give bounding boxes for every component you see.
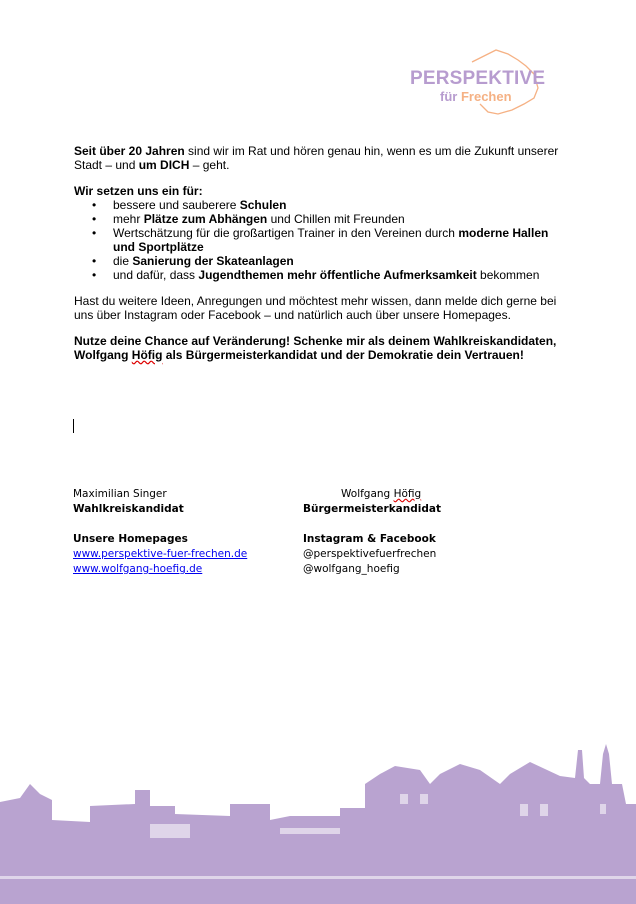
logo-frechen: Frechen: [460, 89, 512, 104]
list-item: • die Sanierung der Skateanlagen: [74, 254, 564, 268]
commit-list: [74, 198, 564, 282]
logo-fuer: für: [440, 89, 458, 104]
intro-text-2: – geht.: [189, 158, 230, 172]
intro-text-1: sind wir im Rat und hören genau hin, wenn es um die Zukunft unserer Stadt – und: [74, 144, 559, 172]
letter-body: [74, 144, 564, 374]
signature-right: [303, 487, 441, 577]
right-role: Bürgermeisterkandidat: [303, 503, 441, 515]
logo-title: PERSPEKTIVE: [410, 68, 546, 89]
intro-bold-2: um DICH: [138, 158, 190, 172]
text-cursor: [73, 419, 74, 433]
homepage-link-hoefig[interactable]: www.wolfgang-hoefig.de: [73, 563, 203, 575]
instagram-handle-hoefig: @wolfgang_hoefig: [303, 563, 400, 575]
instagram-handle-perspektive: @perspektivefuerfrechen: [303, 548, 437, 560]
left-role: Wahlkreiskandidat: [73, 503, 184, 515]
signature-left: [73, 487, 247, 577]
frechen-skyline-illustration: [0, 744, 636, 904]
ideas-paragraph: Hast du weitere Ideen, Anregungen und möchtest mehr wissen, dann melde dich gerne bei uns über Instagram oder Facebook – und natürlich auch über unsere Homepages.: [74, 294, 557, 322]
intro-paragraph: [74, 144, 564, 172]
homepage-link-perspektive[interactable]: www.perspektive-fuer-frechen.de: [73, 548, 248, 560]
list-item: • mehr Plätze zum Abhängen und Chillen mit Freunden: [74, 212, 564, 226]
logo: [400, 44, 550, 120]
list-item: • bessere und sauberere Schulen: [74, 198, 564, 212]
call-to-action: Nutze deine Chance auf Veränderung! Schenke mir als deinem Wahlkreiskandidaten, Wolfgang Höfig als Bürgermeisterkandidat und der Demokratie dein Vertrauen!: [74, 334, 557, 362]
commit-heading: Wir setzen uns ein für:: [74, 184, 203, 198]
right-name: Wolfgang Höfig: [341, 488, 422, 500]
list-item: • und dafür, dass Jugendthemen mehr öffentliche Aufmerksamkeit bekommen: [74, 268, 564, 282]
homepages-heading: Unsere Homepages: [73, 533, 188, 545]
social-heading: Instagram & Facebook: [303, 533, 436, 545]
left-name: Maximilian Singer: [73, 488, 167, 500]
list-item: • Wertschätzung für die großartigen Trainer in den Vereinen durch moderne Hallen und Sportplätze: [74, 226, 564, 254]
intro-bold-1: Seit über 20 Jahren: [74, 144, 185, 158]
